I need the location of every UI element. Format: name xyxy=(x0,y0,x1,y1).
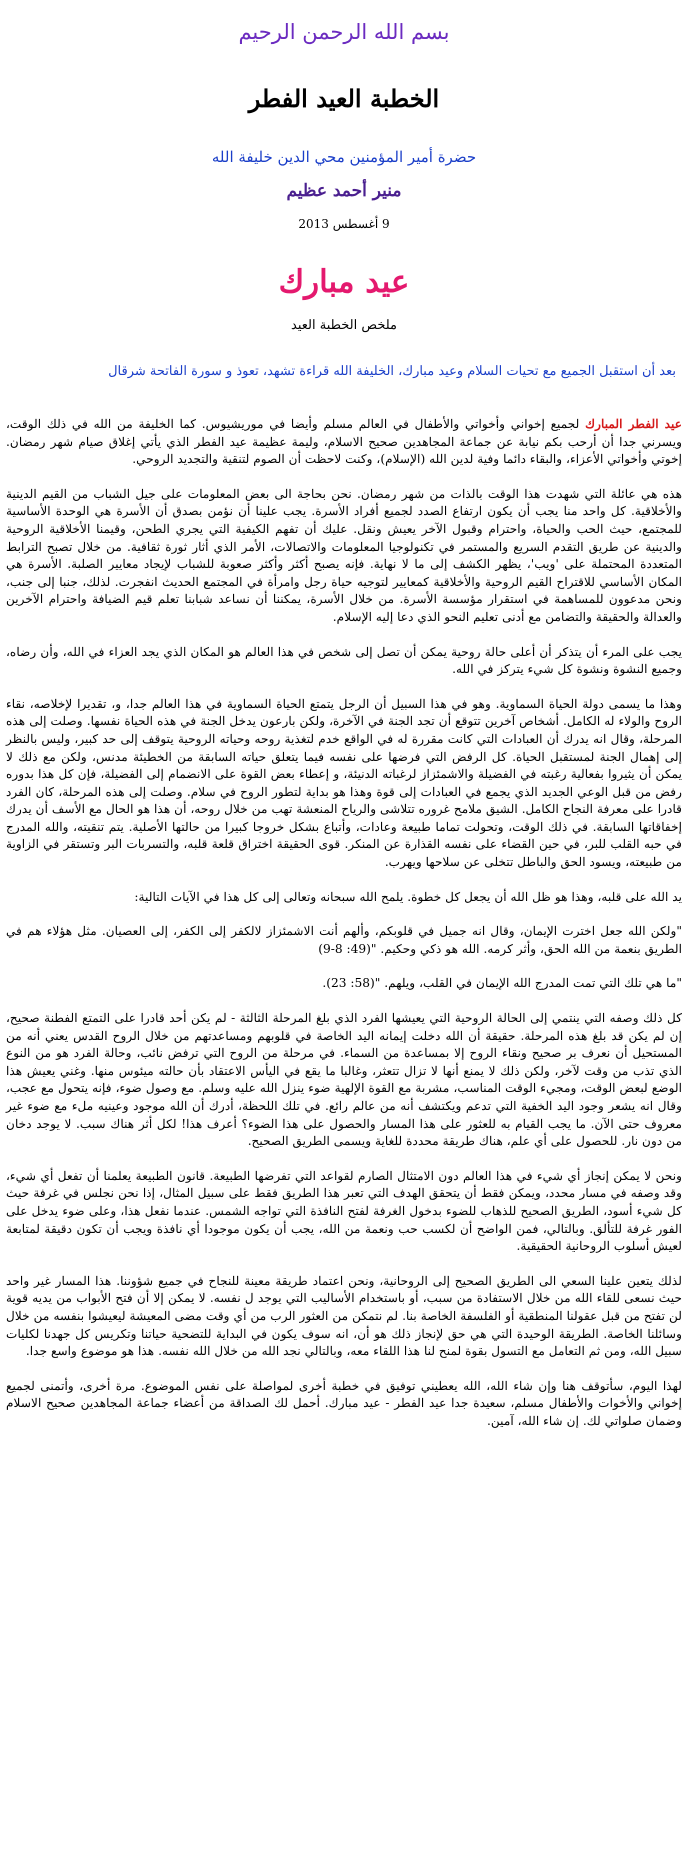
paragraph-8: كل ذلك وصفه التي ينتمي إلى الحالة الروحية التي يعيشها الفرد الذي بلغ المرحلة الثالثة - لم يكن أحد قادرا على التمتع الفطنة صحيح، إن لم يكن قد بلغ هذه المرحلة. حقيقة أن الله دخلت إيمانه اليد الخاصة في قلوبهم ومساعدتهم من خلال الروح القدس يعني أنه من المستحيل أن نعرف بر صحيح ونقاء الروح إلا بمساعدة من السماء. في مرحلة من الروح التي ترفض نائب، وحالة الفرد هو من النوع الذي تذب من وقت لآخر، ولكن ذلك لا يمنع أنها لا تزال تتعثر، وغالبا ما يقع في اليأس الاعتقاد بأن حالته ميئوس منها. وغني يعيش هذا الوضع لبعض الوقت، ومجيء الوقت المناسب، مشربة مع القوة الإلهية ضوء ينزل الله عليه وسلم. مع وصول ضوء، فإنه يتحول مع عجب، وقال انه يشعر وجود اليد الخفية التي تدعم ويكتشف أنه من عالم رائع. في تلك اللحظة، أدرك أن الله موجود وعينيه ملء مع ضوء غير معروف حتى الآن. ما يجب القيام به للعثور على هذا المسار والحصول على هذا الضوء؟ أعرف هذا! لكل أثر هناك سبب. لا يوجد دخان من دون نار. للحصول على أي علم، هناك طريقة محددة للغاية ويسمى الطريق الصحيح. xyxy=(6,1011,682,1149)
paragraph-4: وهذا ما يسمى دولة الحياة السماوية. وهو في هذا السبيل أن الرجل يتمتع الحياة السماوية في هذا العالم جدا، و، تقديرا لإخلاصه، نقاء الروح والولاء له الكامل. أشخاص آخرين تتوقع أن تجد الجنة في الآخرة، ولكن بارعون يدخل الجنة في هذه الحياة نفسها. وصلت إلى هذه المرحلة، وقال انه يدرك أن العبادات التي كانت مقررة له في الواقع خدم لتغذية روحه وحياته الروحية يتوقف إلى حد كبير، وليس بالنظر إلى إهمال الجنة لمستقبل الحياة. كل الرفض التي فرضها على نفسه فيما يتعلق حياته السابقة من الخطيئة مدنس، ولكن مع ذلك لا يمكن أن يثيروا بفعالية رغبته في الفضيلة والاشمئزاز لرغباته الدنيئة، و إعطاء بعض القوة على الانضمام إلى الفضيلة، فإن كل هذا بدوره رفض من قبل الوعي الجديد الذي يجمع في العبادات إلى قوة وهذا هو بداية لتطور الروح في سلام. وصلت إلى هذه المرحلة، كان الفرد قادرا على معرفة النجاح الكامل. الشيق ملامح غروره تتلاشى والرياح المنعشة تهب من خلال روحه، أن هذا هو الحال مع الأسف أن يدرك إخفاقاتها السابقة. في ذلك الوقت، وتحولت تماما طبيعة وعادات، وأتباع بشكل خروجا كبيرا من حالتها الأصلية. يتم تنقيته، والله المدرج في حبه القلب للبر، في حين القضاء على نفسه القذارة عن المنكر. قوى الحقيقة اختراق قلعة قلبه، والتسربات البر وتستقر في الزاوية من طبيعته، ويسود الحق والباطل تتخلى عن سلاحها ويهرب. xyxy=(6,696,682,870)
paragraph-1 xyxy=(6,416,682,469)
author-name: منير أحمد عظيم xyxy=(286,181,402,201)
paragraph-1-text: لجميع إخواني وأخواتي والأطفال في العالم مسلم وأيضا في موريشيوس. كما الخليفة من الله في ذلك الوقت، ويسرني جدا أن أرحب بكم نيابة عن جماعة المجاهدين صحيح الاسلام، وليمة عظيمة عيد الفطر الذي يأتي إغلاق صيام شهر رمضان. إخوتي وأخواتي الأعزاء، والبقاء دائما وفية لدين الله (الإسلام)، وكنت لاحظت أن الصوم لتنقية والتجديد الروحي. xyxy=(6,417,682,467)
sermon-date: 9 أغسطس 2013 xyxy=(298,217,390,231)
paragraph-5: يد الله على قلبه، وهذا هو ظل الله أن يجعل كل خطوة. يلمح الله سبحانه وتعالى إلى كل هذا في الآيات التالية: xyxy=(134,889,682,904)
paragraph-10: لذلك يتعين علينا السعي الى الطريق الصحيح إلى الروحانية، ونحن اعتماد طريقة معينة للنجاح في جميع شؤوننا. هذا المسار غير واحد حيث نسعى للقاء الله من خلال الاستفادة من سبب، أو باستخدام الأساليب التي يوجد ل نفسه. لا يمكن إلا أن فتح الأبواب من يديه قوية لن تفتح من قبل عقولنا المنطقية أو الفلسفة الخاصة بنا. لم نتمكن من العثور الرب من أي وقت مضى المعيشة ليعيشوا بنفسه من خلال وسائلنا الخاصة. الطريقة الوحيدة التي هي حق لإنجاز ذلك هو أن، انه سوف يكون في البداية للتضحية حياتنا وتكريس كل جهدنا لكليات سبيل الله، ومن ثم التعامل مع التسول بقوة لمنح لنا هذا اللقاء معه، وبالتالي نجد الله من خلال الله نفسه. هذا هو موضوع واسع جدا. xyxy=(6,1273,682,1359)
paragraph-11: لهذا اليوم، سأتوقف هنا وإن شاء الله، الله يعطيني توفيق في خطبة أخرى لمواصلة على نفس الموضوع. مرة أخرى، وأتمنى لجميع إخواني والأخوات والأطفال مسلم، سعيدة جدا عيد الفطر - عيد مبارك. أحمل لك الصداقة من أعضاء جماعة المجاهدين صحيح الاسلام وضمان صلواتي لك. إن شاء الله، آمين. xyxy=(6,1378,682,1428)
quran-verse-2: "ما هي تلك التي تمت المدرج الله الإيمان في القلب، ويلهم. "(58: 23). xyxy=(322,976,682,991)
paragraph-3: يجب على المرء أن يتذكر أن أعلى حالة روحية يمكن أن تصل إلى شخص في هذا العالم هو المكان الذي يجد العزاء في الله، وأن رضاه، وجميع النشوة ونشوة كل شيء يتركز في الله. xyxy=(6,644,682,677)
quran-verse-1: "ولكن الله جعل اخترت الإيمان، وقال انه جميل في قلوبكم، وألهم أنت الاشمئزاز لالكفر إلى الكفر، إلى العصيان. مثل هؤلاء هم في الطريق بنعمة من الله الحق، وأثر كرمه. الله هو ذكي وحكيم. "(49: 8-9) xyxy=(6,924,682,956)
bismillah-heading: بسم الله الرحمن الرحيم xyxy=(238,20,450,44)
eid-greeting: عيد مبارك xyxy=(278,264,410,300)
paragraph-9: ونحن لا يمكن إنجاز أي شيء في هذا العالم دون الامتثال الصارم لقواعد التي تفرضها الطبيعة. قانون الطبيعة يعلمنا أن تفعل أي شيء، وقد وصفه في مسار محدد، ويمكن فقط أن يتحقق الهدف التي تعبر هذا الطريق فقط على سبيل المثال، إذا نحن نجلس في غرفة حيث كل شيء أسود، الطريق الصحيح للذهاب للضوء بدخول الغرفة لفتح النافذة التي تواجه الشمس. عندما نفعل هذا، وعلى ضوء يدخل على الفور غرفة للتألق. وبالتالي، فمن الواضح أن لكسب حب ونعمة من الله، يجب أن يكون موجودا أي نافذة ويجب أن تكون دقيقة لمتابعة لعيش أسلوب الروحانية الحقيقية. xyxy=(6,1168,682,1254)
sermon-title: الخطبة العيد الفطر xyxy=(248,84,440,113)
speaker-line: حضرة أمير المؤمنين محي الدين خليفة الله xyxy=(211,148,477,166)
summary-label: ملخص الخطبة العيد xyxy=(291,318,397,333)
paragraph-2: هذه هي عائلة التي شهدت هذا الوقت بالذات من شهر رمضان. نحن بحاجة الى بعض المعلومات على جيل الشباب من القيم الدينية والأخلاقية. كل واحد منا يجب أن يكون ارتفاع الصدد لجميع أفراد الأسرة. يجب علينا أن نؤمن بصدق أن الأسرة هي الوحدة الأساسية للمجتمع، حيث الحب والحياة، واحترام وقبول الآخر يعيش ونقل. عليك أن تفهم الكيفية التي يجري الطحن، وقيمنا الأخلاقية الروحية والدينية عن طريق التقدم السريع والمستمر في تكنولوجيا المعلومات والاتصالات، الأمر الذي أثار ثورة ثقافية. من خلال تصبح الترابط المتعددة المحتملة على 'ويب'، يظهر الكشف إلى ما لا نهاية. فإنه يصبح أكثر وأكثر صعوبة للشباب لإيجاد معايير الصلبة. الأسرة هي المكان الأساسي للاقتراح القيم الروحية والأخلاقية كمعايير لتوجيه حياة رجل وامرأة في المجتمع الحديث انفجرت. لذلك، جنبا إلى جنب، ونحن مدعوون للمساهمة في استقرار مؤسسة الأسرة. من خلال الأسرة، يمكننا أن نساعد شبابنا تعلم قيم الضيافة واحترام الآخرين والعدالة والحقيقة والتضامن مع أدنى تعليم النحو الذي دعا إليه الإسلام. xyxy=(6,486,682,624)
intro-line: بعد أن استقبل الجميع مع تحيات السلام وعيد مبارك، الخليفة الله قراءة تشهد، تعوذ و سورة الفاتحة شرقال xyxy=(108,364,676,379)
eid-highlight: عيد الفطر المبارك xyxy=(585,417,682,431)
